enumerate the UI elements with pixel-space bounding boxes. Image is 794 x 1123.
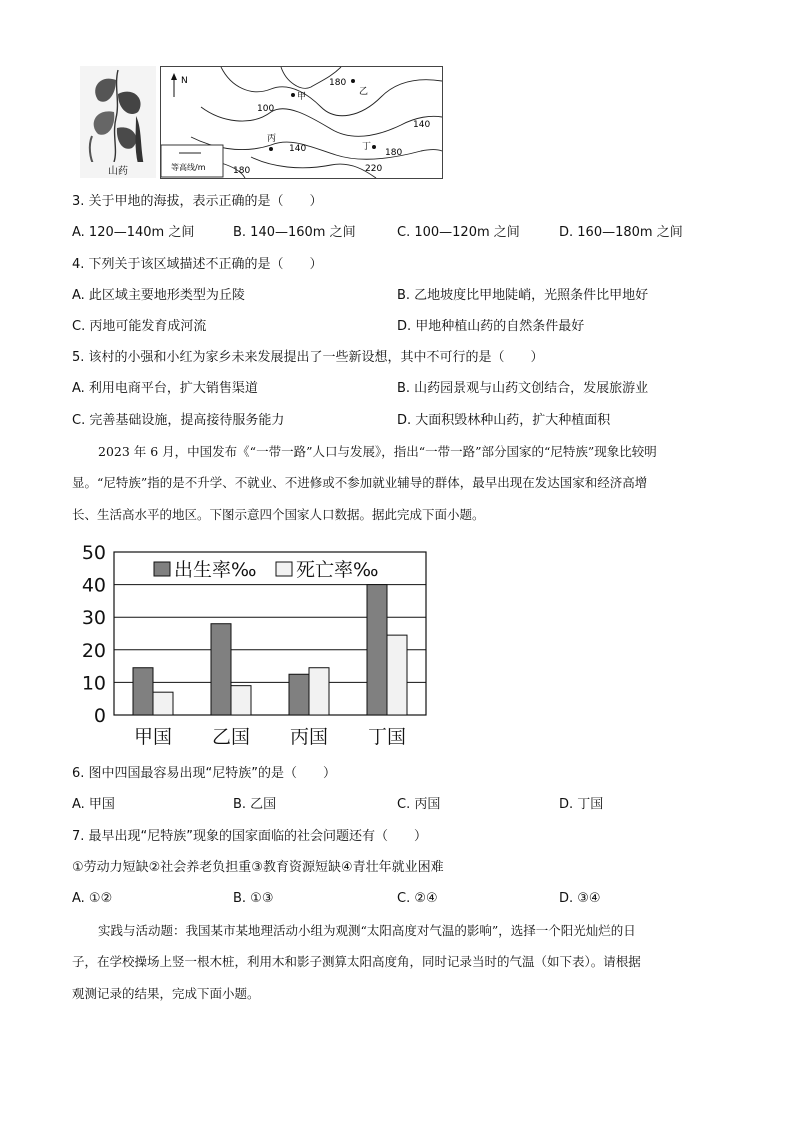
q6-option-c: C. 丙国: [397, 797, 441, 812]
q7-option-a: A. ①②: [72, 891, 113, 906]
plant-label: 山药: [80, 162, 156, 177]
contour-label-180: 180: [329, 78, 347, 88]
q5-option-a: A. 利用电商平台，扩大销售渠道: [72, 381, 258, 396]
legend-swatch: [154, 562, 170, 576]
plant-figure: [80, 66, 156, 178]
legend-label: 死亡率‰: [296, 559, 379, 581]
passage1-line2: 显。“尼特族”指的是不升学、不就业、不进修或不参加就业辅导的群体，最早出现在发达国家和经济高增: [72, 475, 648, 490]
q4-option-c: C. 丙地可能发育成河流: [72, 319, 207, 334]
q4-option-d: D. 甲地种植山药的自然条件最好: [397, 319, 585, 334]
contour-label-100: 100: [257, 104, 275, 114]
q4-stem: 4. 下列关于该区域描述不正确的是（ ）: [72, 257, 323, 272]
q5-option-d: D. 大面积毁林种山药，扩大种植面积: [397, 413, 611, 428]
q7-option-c: C. ②④: [397, 891, 438, 906]
point-jia: 甲: [297, 92, 307, 102]
q7-items: ①劳动力短缺②社会养老负担重③教育资源短缺④青壮年就业困难: [72, 860, 444, 875]
contour-label-220: 220: [365, 164, 383, 174]
population-bar-chart: [78, 538, 438, 750]
passage2-line3: 观测记录的结果，完成下面小题。: [72, 986, 260, 1001]
y-tick-label: 0: [93, 705, 106, 727]
north-label: N: [181, 76, 188, 86]
passage2-line2: 子，在学校操场上竖一根木桩，利用木和影子测算太阳高度角，同时记录当时的气温（如下表）。请根据: [72, 954, 641, 969]
q6-option-d: D. 丁国: [559, 797, 604, 812]
contour-label-140: 140: [289, 144, 307, 154]
x-tick-label: 甲国: [133, 726, 173, 748]
y-tick-label: 30: [81, 607, 106, 630]
passage2-line1: 实践与活动题：我国某市某地理活动小组为观测“太阳高度对气温的影响”，选择一个阳光灿烂的日: [98, 923, 636, 938]
q5-option-c: C. 完善基础设施，提高接待服务能力: [72, 413, 285, 428]
bar-birth-rate: [289, 674, 309, 715]
contour-label-180c: 180: [233, 166, 251, 176]
y-tick-label: 10: [81, 672, 106, 695]
bar-birth-rate: [211, 624, 231, 715]
passage1-line1: 2023 年 6 月，中国发布《“一带一路”人口与发展》，指出“一带一路”部分国家的“尼特族”现象比较明: [98, 444, 657, 459]
x-tick-label: 丙国: [289, 726, 329, 748]
q3-stem: 3. 关于甲地的海拔，表示正确的是（ ）: [72, 194, 323, 209]
x-tick-label: 乙国: [211, 726, 251, 748]
point-ding: 丁: [362, 142, 372, 152]
bar-death-rate: [309, 668, 329, 715]
y-tick-label: 50: [81, 542, 106, 564]
q6-option-a: A. 甲国: [72, 797, 115, 812]
passage1-line3: 长、生活高水平的地区。下图示意四个国家人口数据。据此完成下面小题。: [72, 507, 485, 522]
q6-option-b: B. 乙国: [233, 797, 277, 812]
q7-option-d: D. ③④: [559, 891, 601, 906]
bar-birth-rate: [133, 668, 153, 715]
contour-label-140b: 140: [413, 120, 431, 130]
q3-option-d: D. 160—180m 之间: [559, 225, 683, 240]
q3-option-b: B. 140—160m 之间: [233, 225, 356, 240]
bar-death-rate: [231, 686, 251, 715]
contour-map-drawing: [161, 67, 442, 178]
y-tick-label: 20: [81, 639, 106, 662]
q3-option-a: A. 120—140m 之间: [72, 225, 195, 240]
bar-death-rate: [153, 692, 173, 715]
q5-stem: 5. 该村的小强和小红为家乡未来发展提出了一些新设想，其中不可行的是（ ）: [72, 350, 544, 365]
contour-label-180b: 180: [385, 148, 403, 158]
bar-death-rate: [387, 635, 407, 715]
legend-swatch: [276, 562, 292, 576]
legend-label: 出生率‰: [174, 559, 257, 581]
population-chart: [78, 538, 438, 750]
point-yi: 乙: [359, 87, 369, 97]
legend-label: 等高线/m: [171, 163, 206, 172]
contour-map: [160, 66, 443, 179]
q5-option-b: B. 山药园景观与山药文创结合，发展旅游业: [397, 381, 649, 396]
q4-option-a: A. 此区域主要地形类型为丘陵: [72, 288, 245, 303]
x-tick-label: 丁国: [367, 726, 407, 748]
q4-option-b: B. 乙地坡度比甲地陡峭，光照条件比甲地好: [397, 288, 649, 303]
q3-option-c: C. 100—120m 之间: [397, 225, 520, 240]
q7-option-b: B. ①③: [233, 891, 274, 906]
q7-stem: 7. 最早出现“尼特族”现象的国家面临的社会问题还有（ ）: [72, 829, 428, 844]
y-tick-label: 40: [81, 574, 106, 597]
q6-stem: 6. 图中四国最容易出现“尼特族”的是（ ）: [72, 766, 337, 781]
point-bing: 丙: [267, 134, 277, 144]
bar-birth-rate: [367, 585, 387, 715]
